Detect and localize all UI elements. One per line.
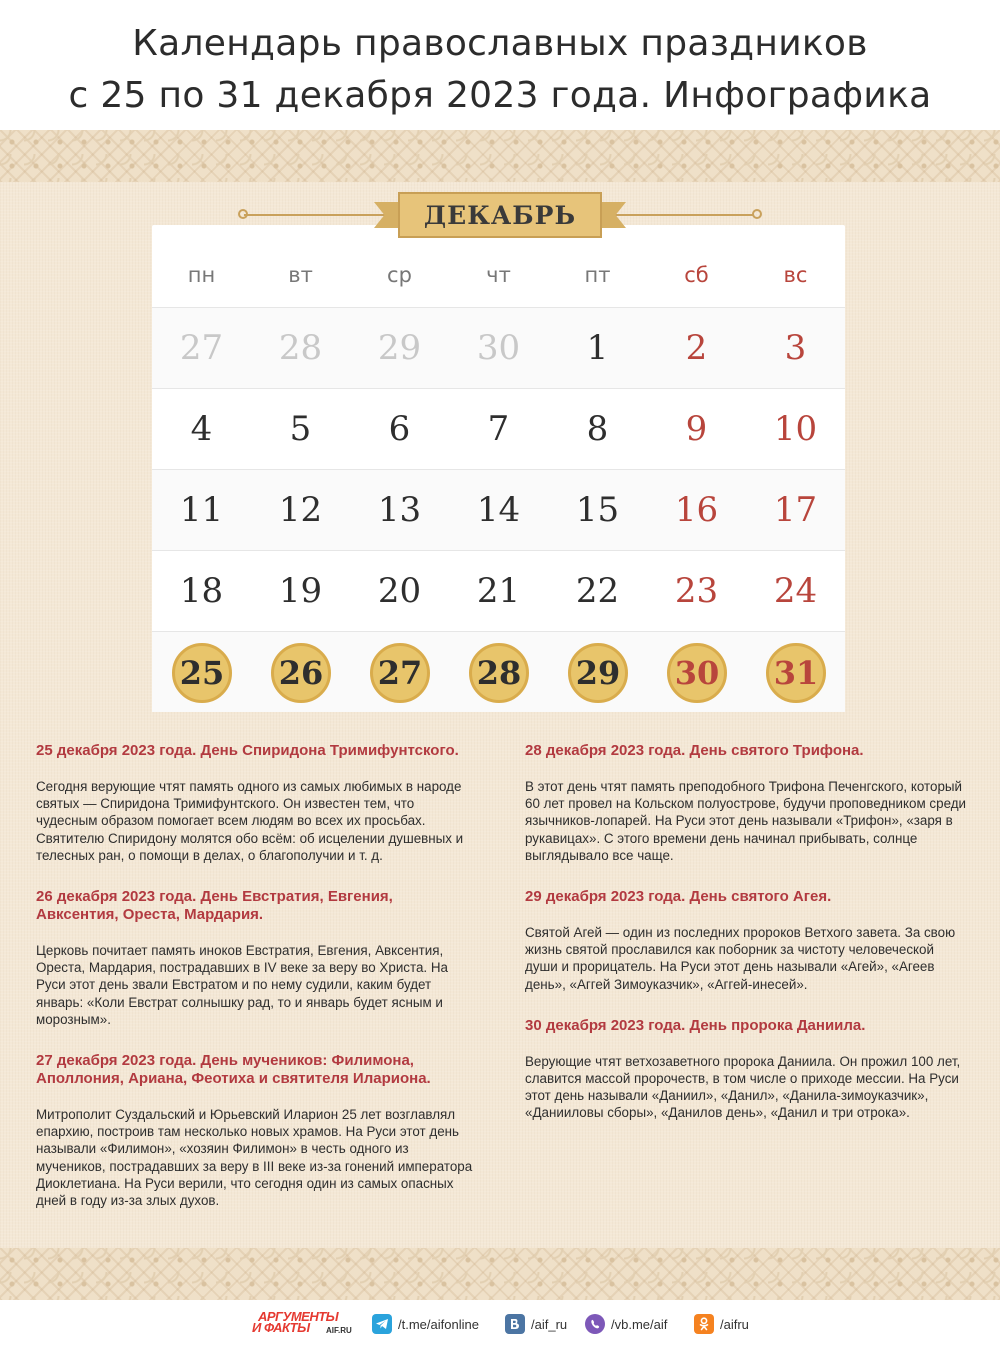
holiday-description: Верующие чтят ветхозаветного пророка Даниила. Он прожил 100 лет, славится массой пророчеств, в том числе о приходе мессии. На Руси этот день называли «Даниил», «Данил», «Данила-зимоуказчик», «Данииловы сборы», «Данилов день», «Данил и три отрока». xyxy=(525,1053,961,1121)
calendar-day-prev-month: 29 xyxy=(377,327,422,368)
calendar-day-weekend: 9 xyxy=(685,408,708,449)
calendar-day-highlighted xyxy=(449,632,548,713)
highlight-circle: 28 xyxy=(469,643,529,703)
banner-ornament-left xyxy=(238,209,248,219)
calendar-card xyxy=(152,225,845,712)
calendar-day-weekend: 3 xyxy=(784,327,807,368)
logo-line-1: АРГУМЕНТЫ xyxy=(258,1309,339,1324)
calendar-day-weekend: 17 xyxy=(773,489,818,530)
calendar-day-highlighted-weekend xyxy=(746,632,845,713)
calendar-week-row xyxy=(152,550,845,631)
calendar-day: 12 xyxy=(278,489,323,530)
calendar-day: 14 xyxy=(476,489,521,530)
weekday-label-weekend: вс xyxy=(783,263,808,287)
calendar-day: 7 xyxy=(487,408,510,449)
logo-line-2: И ФАКТЫ xyxy=(252,1320,310,1335)
calendar-day-highlighted-weekend xyxy=(647,632,746,713)
ok-link-text: /aifru xyxy=(720,1316,749,1332)
calendar-day: 4 xyxy=(190,408,213,449)
holiday-entry xyxy=(36,1052,476,1209)
highlight-circle: 26 xyxy=(271,643,331,703)
month-banner: ДЕКАБРЬ xyxy=(398,192,602,238)
telegram-link[interactable] xyxy=(372,1314,479,1334)
calendar-day: 8 xyxy=(586,408,609,449)
calendar-week-row xyxy=(152,469,845,550)
calendar-day: 15 xyxy=(575,489,620,530)
calendar-day-prev-month: 28 xyxy=(278,327,323,368)
calendar-day-prev-month: 27 xyxy=(179,327,224,368)
calendar-day-weekend: 23 xyxy=(674,570,719,611)
calendar-day-weekend: 10 xyxy=(773,408,818,449)
calendar-day-weekend: 2 xyxy=(685,327,708,368)
page-title-line-2: с 25 по 31 декабря 2023 года. Инфографика xyxy=(68,75,932,116)
logo-site: AIF.RU xyxy=(326,1326,352,1335)
weekday-label: вт xyxy=(288,263,313,287)
holiday-title: 25 декабря 2023 года. День Спиридона Тримифунтского. xyxy=(36,742,459,759)
calendar-day: 1 xyxy=(586,327,609,368)
calendar-day: 21 xyxy=(476,570,521,611)
holiday-title: 27 декабря 2023 года. День мучеников: Филимона, Аполлония, Ариана, Феотиха и святителя Илариона. xyxy=(36,1052,431,1088)
viber-icon xyxy=(585,1314,605,1334)
calendar-week-row-highlighted xyxy=(152,631,845,712)
odnoklassniki-icon xyxy=(694,1314,714,1334)
holiday-entry xyxy=(525,742,970,864)
ornament-border-top xyxy=(0,130,1000,182)
calendar-day-highlighted xyxy=(350,632,449,713)
holiday-entry xyxy=(525,1017,970,1122)
banner-ornament-right xyxy=(752,209,762,219)
ornament-border-bottom xyxy=(0,1248,1000,1300)
telegram-link-text: /t.me/aifonline xyxy=(398,1316,479,1332)
highlight-circle: 29 xyxy=(568,643,628,703)
holiday-title: 26 декабря 2023 года. День Евстратия, Евгения, Авксентия, Ореста, Мардария. xyxy=(36,888,393,924)
vk-link[interactable] xyxy=(505,1314,567,1334)
holiday-title: 29 декабря 2023 года. День святого Агея. xyxy=(525,888,832,906)
calendar-day-highlighted xyxy=(152,632,251,713)
ok-link[interactable] xyxy=(694,1314,749,1334)
footer xyxy=(0,1300,1000,1349)
calendar-week-row xyxy=(152,307,845,388)
page-title-line-1: Календарь православных праздников xyxy=(132,23,868,64)
calendar-day: 13 xyxy=(377,489,422,530)
text-column-right xyxy=(525,742,970,1146)
weekday-label: ср xyxy=(387,263,412,287)
holiday-description: Церковь почитает память иноков Евстратия, Евгения, Авксентия, Ореста, Мардария, пострадавших в IV веке за веру во Христа. На Руси этот день звали Евстратом и по нему судили, каким будет январь: «Коли Евстрат солнышку рад, то и январь будет ясным и морозным». xyxy=(36,943,448,1027)
calendar-day-weekend: 24 xyxy=(773,570,818,611)
highlight-circle: 27 xyxy=(370,643,430,703)
weekday-label: пт xyxy=(584,263,611,287)
weekday-label-weekend: сб xyxy=(684,263,709,287)
calendar-day: 22 xyxy=(575,570,620,611)
calendar-day: 5 xyxy=(289,408,312,449)
highlight-circle: 25 xyxy=(172,643,232,703)
holiday-description: Сегодня верующие чтят память одного из самых любимых в народе святых — Спиридона Тримифунтского. Он известен тем, что чудесным образом помогает всем людям во всех их просьбах. Святителю Спиридону молятся обо всём: об исцелении душевных и телесных ран, о помощи в делах, о благополучии и т. д. xyxy=(36,779,464,863)
holiday-description: В этот день чтят память преподобного Трифона Печенгского, который 60 лет провел на Кольском полуострове, будучи проповедником среди язычников-лопарей. На Руси этот день называли «Трифон», «заря в рукавицах». С этого времени день начинал прибывать, солнце выглядывало все чаще. xyxy=(525,779,967,863)
holiday-description: Святой Агей — один из последних пророков Ветхого завета. За свою жизнь святой прославился как поборник за чистоту человеческой души и прорицатель. На Руси этот день называли «Агей», «Агеев день», «Аггей Зимоуказчик», «Аггей-инесей». xyxy=(525,925,956,992)
viber-link-text: /vb.me/aif xyxy=(611,1316,668,1332)
holiday-entry xyxy=(525,888,970,993)
holiday-title: 28 декабря 2023 года. День святого Трифона. xyxy=(525,742,864,759)
text-column-left xyxy=(36,742,476,1233)
calendar-day-weekend: 16 xyxy=(674,489,719,530)
vk-icon xyxy=(505,1314,525,1334)
viber-link[interactable] xyxy=(585,1314,667,1334)
holiday-description: Митрополит Суздальский и Юрьевский Иларион 25 лет возглавлял епархию, построив там несколько новых храмов. На Руси этот день называли «Филимон», «хозяин Филимон» в честь одного из мучеников, пострадавших за веру в III веке из-за гонений императора Диоклетиана. На Руси верили, что сегодня один из самых опасных дней в году из-за злых духов. xyxy=(36,1107,473,1209)
highlight-circle: 31 xyxy=(766,643,826,703)
aif-logo[interactable] xyxy=(252,1311,362,1335)
calendar-day: 20 xyxy=(377,570,422,611)
weekday-label: пн xyxy=(187,263,216,287)
page-header xyxy=(0,0,1000,130)
holiday-title: 30 декабря 2023 года. День пророка Даниила. xyxy=(525,1016,866,1034)
telegram-icon xyxy=(372,1314,392,1334)
holiday-entry xyxy=(36,888,476,1028)
calendar-day: 11 xyxy=(179,489,224,530)
calendar-day: 19 xyxy=(278,570,323,611)
calendar-day-highlighted xyxy=(548,632,647,713)
highlight-circle: 30 xyxy=(667,643,727,703)
banner-rule-left xyxy=(244,214,394,216)
calendar-day: 6 xyxy=(388,408,411,449)
calendar-day-highlighted xyxy=(251,632,350,713)
vk-link-text: /aif_ru xyxy=(531,1316,568,1332)
holiday-entry xyxy=(36,742,476,864)
banner-rule-right xyxy=(604,214,754,216)
calendar-day: 18 xyxy=(179,570,224,611)
calendar-week-row xyxy=(152,388,845,469)
weekday-label: чт xyxy=(486,263,511,287)
infographic-canvas xyxy=(0,130,1000,1300)
calendar-day-prev-month: 30 xyxy=(476,327,521,368)
